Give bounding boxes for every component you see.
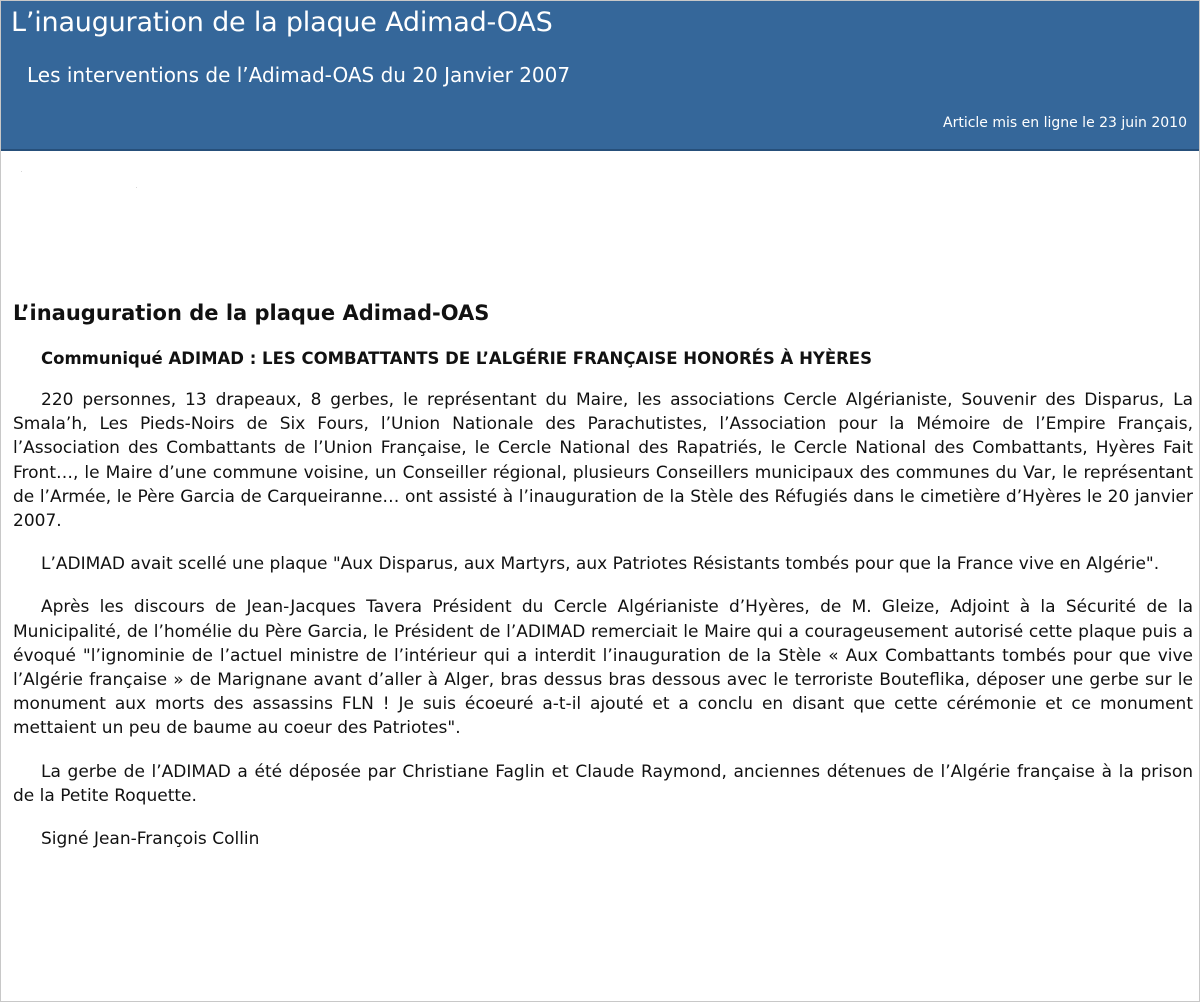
article-signature: Signé Jean-François Collin	[41, 829, 260, 850]
article-paragraph: La gerbe de l’ADIMAD a été déposée par Christiane Faglin et Claude Raymond, anciennes détenues de l’Algérie française à la prison de la Petite Roquette.	[13, 761, 1193, 806]
article-paragraph: Après les discours de Jean-Jacques Tavera Président du Cercle Algérianiste d’Hyères, de M. Gleize, Adjoint à la Sécurité de la Municipalité, de l’homélie du Père Garcia, le Président de l’ADIMAD remerciait le Maire qui a courageusement autorisé cette plaque puis a évoqué "l’ignominie de l’actuel ministre de l’intérieur qui a interdit l’inauguration de la Stèle « Aux Combattants tombés pour que vive l’Algérie française » de Marignane avant d’aller à Alger, bras dessus bras dessous avec le terroriste Bouteflika, déposer une gerbe sur le monument aux morts des assassins FLN ! Je suis écoeuré a-t-il ajouté et a conclu en disant que cette cérémonie et ce monument mettaient un peu de baume au coeur des Patriotes".	[13, 597, 1193, 739]
article-title: L’inauguration de la plaque Adimad-OAS	[13, 301, 490, 325]
publication-date: Article mis en ligne le 23 juin 2010	[943, 115, 1187, 131]
article-subtitle: Communiqué ADIMAD : LES COMBATTANTS DE L’ALGÉRIE FRANÇAISE HONORÉS À HYÈRES	[41, 349, 872, 368]
image-placeholder-speck	[136, 187, 137, 188]
header-title: L’inauguration de la plaque Adimad-OAS	[11, 7, 553, 38]
article-paragraph: 220 personnes, 13 drapeaux, 8 gerbes, le représentant du Maire, les associations Cercle Algérianiste, Souvenir des Disparus, La Smala’h, Les Pieds-Noirs de Six Fours, l’Union Nationale des Parachutistes, l’Association pour la Mémoire de l’Empire Français, l’Association des Combattants de l’Union Française, le Cercle National des Rapatriés, le Cercle National des Combattants, Hyères Fait Front…, le Maire d’une commune voisine, un Conseiller régional, plusieurs Conseillers municipaux des communes du Var, le représentant de l’Armée, le Père Garcia de Carqueiranne… ont assisté à l’inauguration de la Stèle des Réfugiés dans le cimetière d’Hyères le 20 janvier 2007.	[13, 390, 1193, 532]
header-subtitle: Les interventions de l’Adimad-OAS du 20 Janvier 2007	[27, 63, 571, 87]
article-paragraph: L’ADIMAD avait scellé une plaque "Aux Disparus, aux Martyrs, aux Patriotes Résistants tombés pour que la France vive en Algérie".	[41, 554, 1160, 575]
article-body	[13, 299, 1193, 851]
page-header	[1, 1, 1199, 151]
image-placeholder-speck	[21, 171, 22, 172]
